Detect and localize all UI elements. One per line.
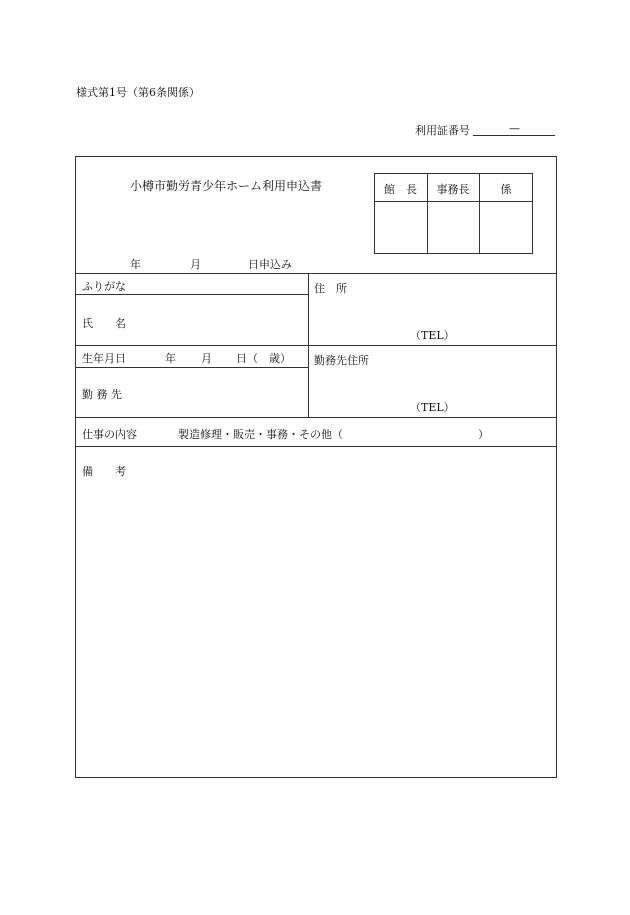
- workplace-address-label: 勤務先住所: [314, 354, 369, 367]
- permit-number-underline: [473, 135, 555, 136]
- approval-director-stamp-cell[interactable]: [375, 202, 426, 253]
- approval-office-chief-label: 事務長: [436, 183, 470, 196]
- approval-office-chief-stamp-cell[interactable]: [428, 202, 478, 253]
- row-line-after-birth: [75, 367, 308, 368]
- remarks-label: 備 考: [82, 465, 126, 478]
- name-label: 氏 名: [82, 317, 126, 330]
- birth-month-label: 月: [201, 352, 212, 365]
- birth-year-label: 年: [165, 352, 176, 365]
- workplace-address-field[interactable]: [314, 368, 552, 392]
- permit-number-label: 利用証番号: [415, 124, 470, 137]
- birth-day-age-label: 日（ 歳）: [236, 352, 291, 365]
- job-content-label: 仕事の内容: [82, 428, 137, 441]
- date-day-apply-label: 日申込み: [248, 258, 292, 271]
- approval-staff-stamp-cell[interactable]: [480, 202, 532, 253]
- row-line-after-title: [75, 273, 557, 274]
- work-tel-label: （TEL）: [410, 401, 455, 414]
- address-label: 住 所: [314, 282, 347, 295]
- furigana-label: ふりがな: [82, 280, 126, 293]
- workplace-field[interactable]: [150, 370, 305, 414]
- date-year-label: 年: [130, 258, 141, 271]
- approval-staff-label: 係: [500, 183, 512, 196]
- form-title: 小樽市勤労青少年ホーム利用申込書: [130, 179, 323, 193]
- home-tel-label: （TEL）: [410, 329, 455, 342]
- job-other-field[interactable]: [354, 422, 476, 442]
- row-line-after-workplace: [75, 417, 557, 418]
- job-content-options: 製造修理・販売・事務・その他（: [178, 428, 343, 441]
- home-tel-field[interactable]: [446, 325, 550, 342]
- workplace-label: 勤 務 先: [82, 388, 122, 401]
- name-field[interactable]: [150, 298, 305, 342]
- work-tel-field[interactable]: [446, 397, 550, 414]
- approval-director-label: 館 長: [384, 183, 417, 196]
- job-content-close-paren: ）: [478, 428, 489, 441]
- remarks-field[interactable]: [80, 480, 552, 774]
- form-number: 様式第1号（第6条関係）: [76, 86, 200, 99]
- date-month-label: 月: [190, 258, 201, 271]
- furigana-field[interactable]: [150, 276, 305, 293]
- address-field[interactable]: [314, 296, 552, 320]
- row-line-after-name: [75, 345, 557, 346]
- row-line-after-job: [75, 446, 557, 447]
- row-line-after-furigana: [75, 294, 308, 295]
- column-divider: [308, 273, 309, 417]
- birth-date-label: 生年月日: [82, 352, 126, 365]
- permit-number-dash: —: [509, 122, 520, 135]
